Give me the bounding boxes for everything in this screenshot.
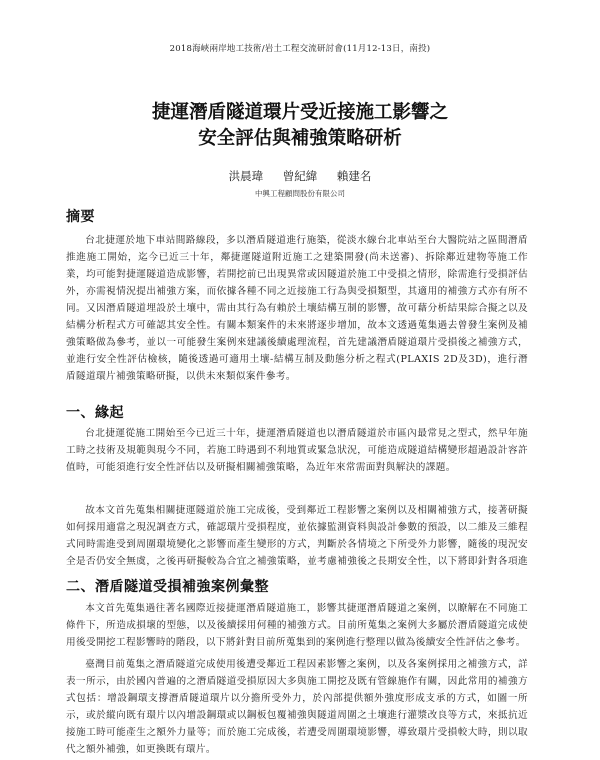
- section-2-heading: 二、潛盾隧道受損補強案例彙整: [66, 579, 269, 595]
- abstract-text: 台北捷運於地下車站間路線段，多以潛盾隧道進行施築，從淡水線台北車站至台大醫院站之區間潛盾推進施工開始，迄今已近三十年，鄰捷運隧道附近施工之建築開發(尚未送審)、拆除鄰近建物等施工作業，均可能對捷運隧道造成影響，若開挖前已出現異常或因隧道於施工中受損之情形，除需進行受損評估外，亦需視情況提出補強方案，而依據各種不同之近接施工行為與受損類型，其適用的補強方式亦有所不同。又因潛盾隧道埋設於土壤中，需由其行為有賴於土壤結構互制的影響，故可藉分析結果綜合擬之以及結構分析程式方可確認其安全性。有關本類案件的未來將逐步增加，故本文透過蒐集過去曾發生案例及補強策略做為參考，並以一可能發生案例來建議後續處理流程，首先建議潛盾隧道環片受損後之補強方式，並進行安全性評估檢核，隨後透過可適用土壤-結構互制及動態分析之程式(PLAXIS 2D及3D)，進行潛盾隧道環片補強策略研擬，以供未來類似案件參考。: [66, 235, 528, 382]
- author-affiliation: 中興工程顧問股份有限公司: [255, 189, 345, 198]
- author-name: 賴建名: [336, 169, 372, 183]
- section-2-paragraph-1: 本文首先蒐集過往著名國際近接捷運潛盾隧道施工，影響其捷運潛盾隧道之案例，以瞭解在不同施工條件下，所造成損壞的型態，以及後續採用何種的補強方式。目前所蒐集之案例大多屬於潛盾隧道完成使用後受開挖工程影響時的階段，以下將針對目前所蒐集到的案例進行整理以做為後續安全性評估之參考。: [66, 603, 528, 648]
- title-line-1: 捷運潛盾隧道環片受近接施工影響之: [151, 102, 448, 123]
- author-name: 洪晨瑋: [228, 169, 264, 183]
- abstract-heading: 摘要: [66, 209, 95, 225]
- title-line-2: 安全評估與補強策略研析: [198, 128, 402, 149]
- author-name: 曾紀緯: [282, 169, 318, 183]
- author-list: [0, 168, 600, 184]
- paper-title: [0, 100, 600, 152]
- section-2-paragraph-2: 臺灣目前蒐集之潛盾隧道完成使用後遭受鄰近工程因素影響之案例，以及各案例採用之補強方式，詳表一所示，由於國內普遍的之潛盾隧道受損原因大多與施工開挖及既有管線施作有關，因此常用的補強方式包括：增設鋼環支撐潛盾隧道環片以分擔所受外力，於內部提供額外強度形成支承的方式，如圖一所示，或於縱向既有環片以內增設鋼環或以鋼板包覆補強與隧道周圍之土壤進行灌漿改良等方式，來抵抗近接施工時可能產生之額外力量等；而於施工完成後，若遭受周圍環境影響，導致環片受損較大時，則以取代之額外補強，如更換既有環片。: [66, 659, 528, 755]
- section-1-paragraph-2: 故本文首先蒐集相關捷運隧道於施工完成後，受到鄰近工程影響之案例以及相關補強方式，接著研擬如何採用適當之現況調查方式，確認環片受損程度，並依據監測資料與設計參數的預設，以二維及三維程式同時需進受到周圍環境變化之影響而產生變形的方式，判斷於各情境之下所受外力影響，隨後的現況安全是否仍安全無虞，之後再研擬較為合宜之補強策略，並考慮補強後之長期安全性，以下將即針對各項進: [66, 505, 528, 567]
- section-1-paragraph-1: 台北捷運從施工開始至今已近三十年，捷運潛盾隧道也以潛盾隧道於市區內最常見之型式，然早年施工時之技術及規範與現今不同，若施工時遇到不利地質或緊急狀況，可能造成隧道結構變形超過設計容許值時，可能須進行安全性評估以及研擬相關補強策略，為近年來常需面對與解決的課題。: [66, 428, 528, 473]
- section-1-heading: 一、緣起: [66, 405, 124, 421]
- running-header: 2018海峽兩岸地工技術/岩土工程交流研討會(11月12-13日，南投): [169, 44, 431, 54]
